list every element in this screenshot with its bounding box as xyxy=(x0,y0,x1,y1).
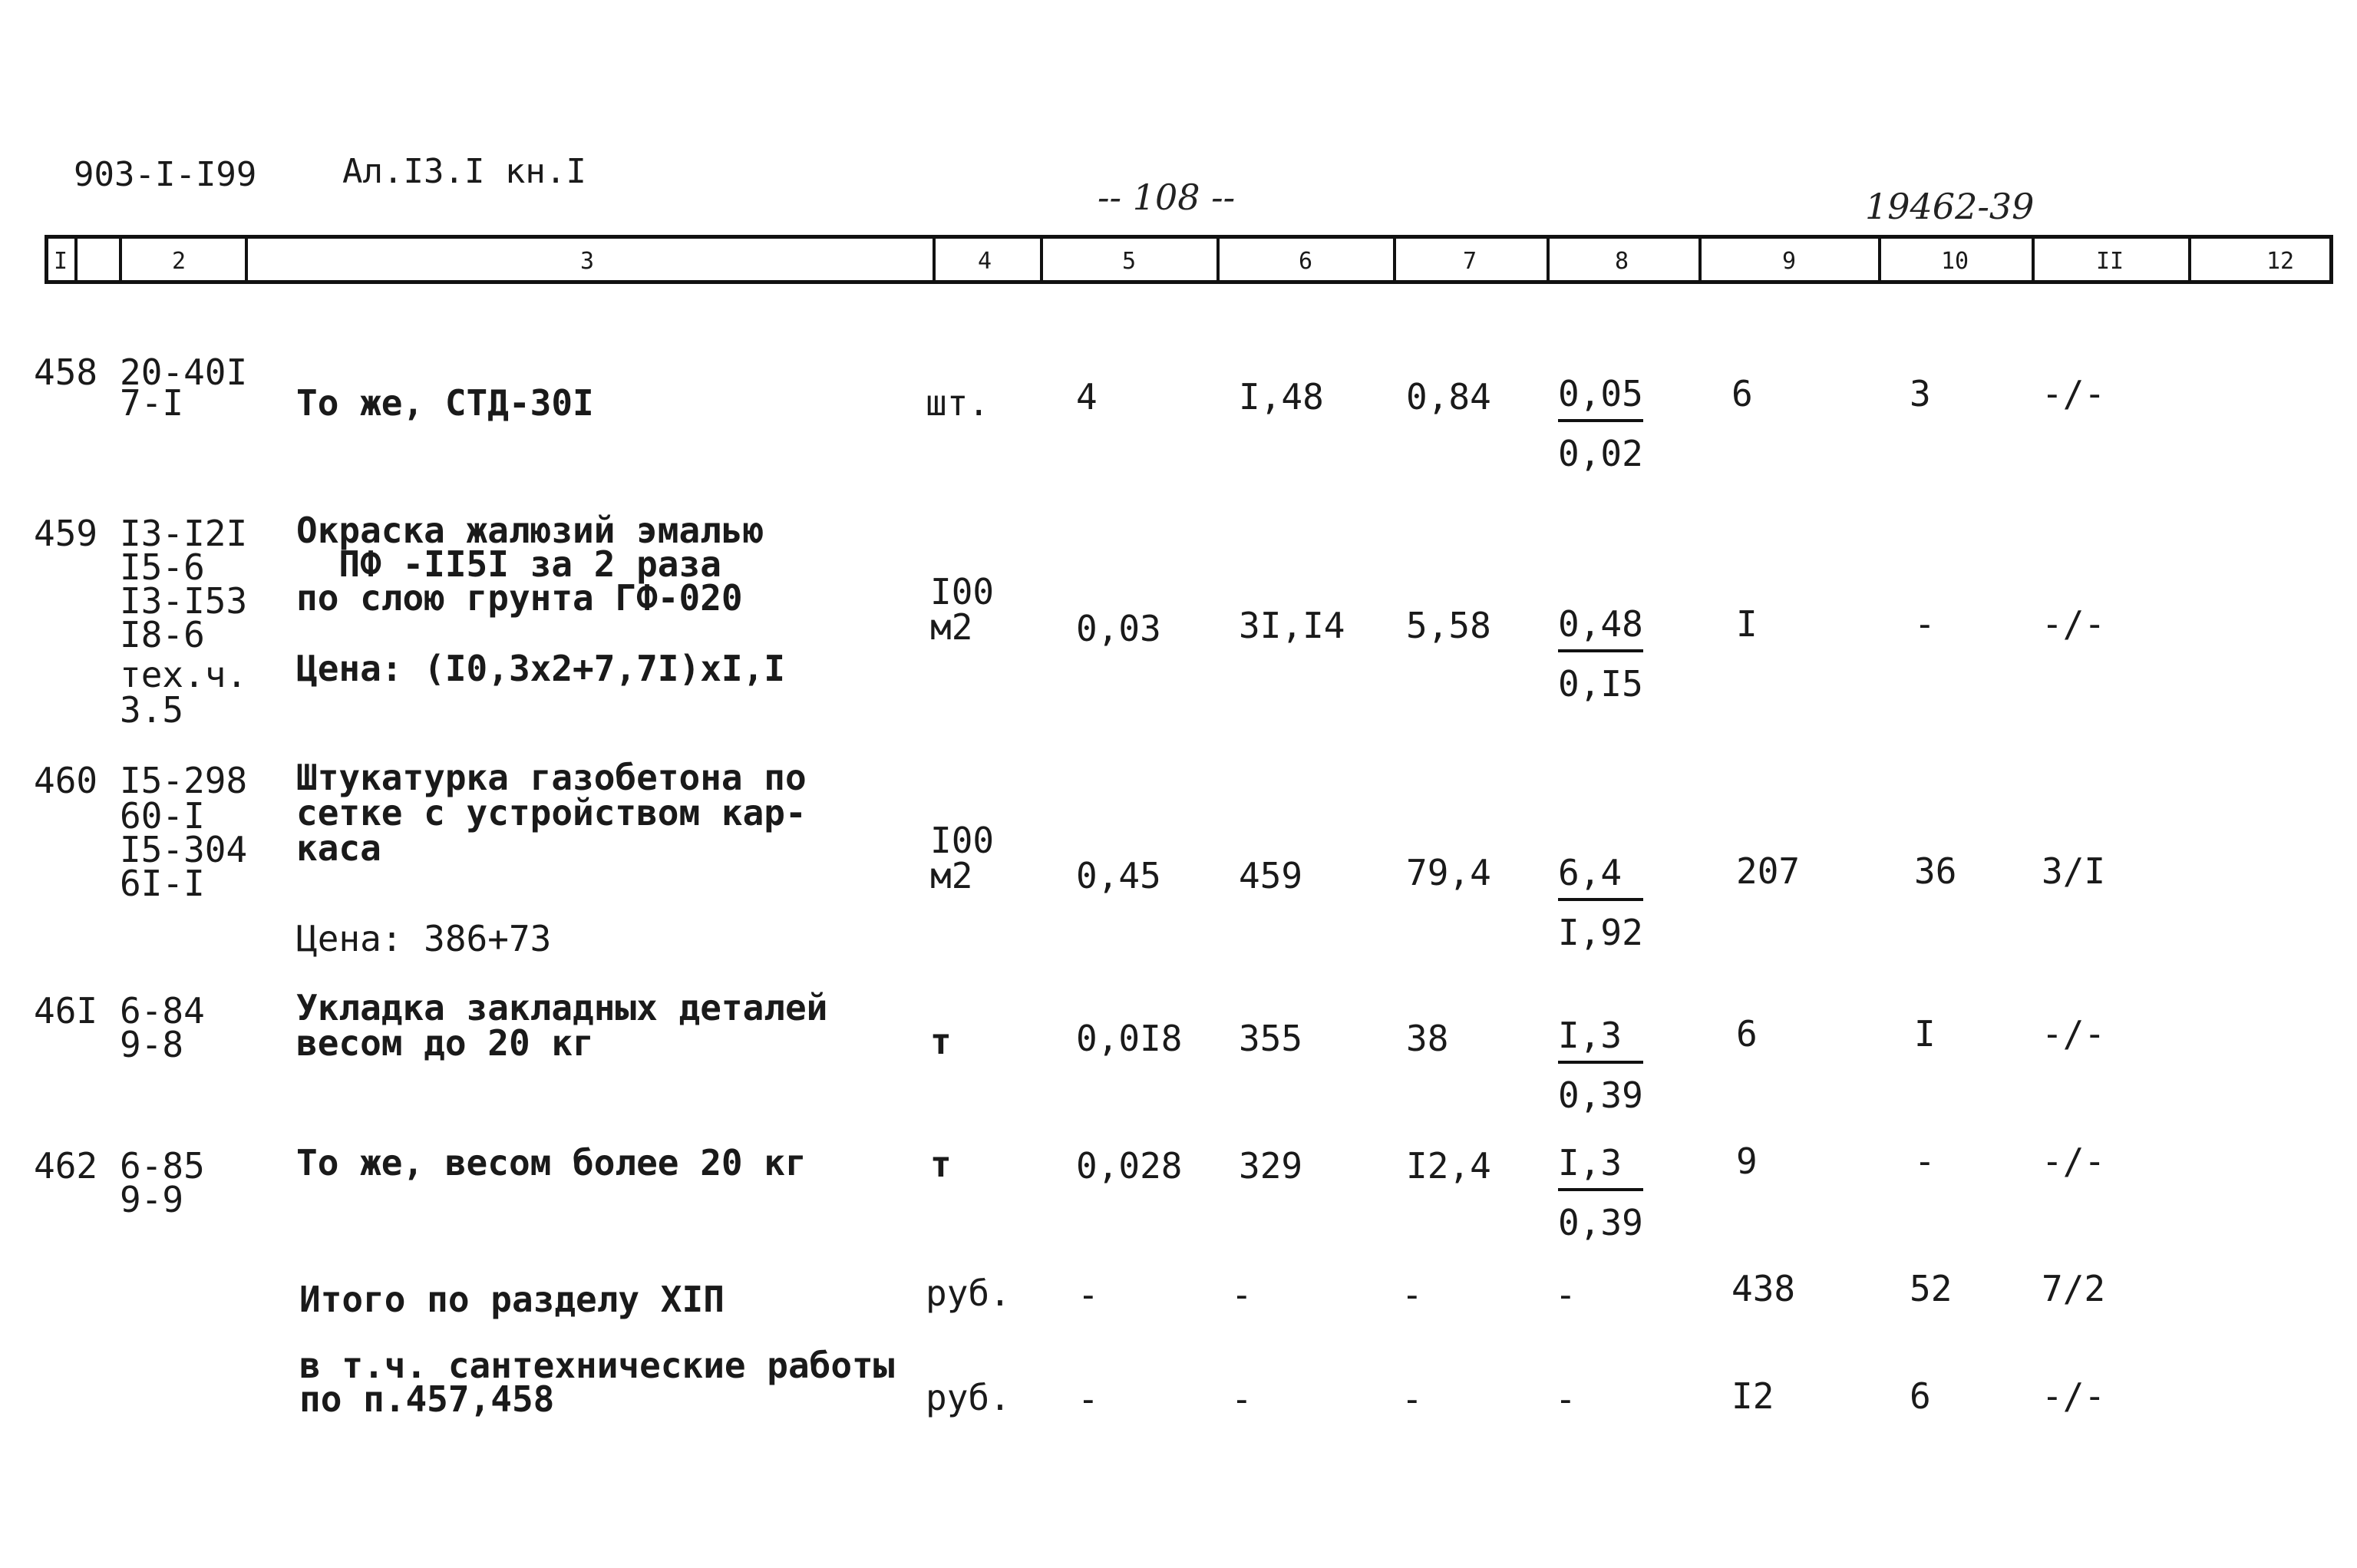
row-number: 458 xyxy=(34,352,98,393)
unit-price: - xyxy=(1231,1274,1253,1315)
norm-code: 20-40I xyxy=(120,352,248,393)
column-number: 10 xyxy=(1940,248,1969,275)
unit-price: 329 xyxy=(1239,1145,1303,1187)
col11-value: -/- xyxy=(2042,1013,2106,1055)
handwritten-code: 19462-39 xyxy=(1865,186,2035,227)
unit-price: I,48 xyxy=(1239,376,1324,418)
col10-value: - xyxy=(1914,1141,1936,1182)
col7-value: 5,58 xyxy=(1406,605,1491,646)
col8-denominator: 0,39 xyxy=(1558,1074,1643,1116)
norm-code: 60-I xyxy=(120,795,205,837)
work-description: по слою грунта ГФ-020 xyxy=(296,577,743,619)
col11-value: 3/I xyxy=(2042,850,2106,892)
norm-code: тех.ч. xyxy=(120,654,248,695)
col8-numerator: I,3 xyxy=(1558,1142,1643,1191)
norm-code: 6I-I xyxy=(120,863,205,904)
price-formula: Цена: 386+73 xyxy=(296,918,552,959)
col9-value: I xyxy=(1736,603,1758,645)
document-code: 903-I-I99 xyxy=(74,155,257,194)
total-label: в т.ч. сантехнические работы xyxy=(299,1345,895,1386)
col11-value: -/- xyxy=(2042,1375,2106,1417)
unit: I00 xyxy=(930,571,995,612)
col10-value: 36 xyxy=(1914,850,1957,892)
unit: I00 xyxy=(930,820,995,861)
col8-fraction xyxy=(1558,603,1643,705)
work-description: То же, весом более 20 кг xyxy=(296,1142,807,1183)
col9-value: 6 xyxy=(1731,373,1753,414)
column-number: 8 xyxy=(1614,248,1629,275)
norm-code: 3.5 xyxy=(120,689,184,731)
col8-value: - xyxy=(1555,1274,1576,1315)
col8-value: - xyxy=(1555,1378,1576,1420)
col10-value: I xyxy=(1914,1013,1936,1055)
work-description: каса xyxy=(296,827,381,869)
col7-value: 79,4 xyxy=(1406,852,1491,893)
col9-value: 438 xyxy=(1731,1268,1796,1309)
col11-value: 7/2 xyxy=(2042,1268,2106,1309)
column-number: 6 xyxy=(1298,248,1313,275)
unit-price: - xyxy=(1231,1378,1253,1420)
col11-value: -/- xyxy=(2042,1141,2106,1182)
norm-code: 9-8 xyxy=(120,1024,184,1065)
column-header-bar xyxy=(45,235,2333,284)
work-description: Штукатурка газобетона по xyxy=(296,757,807,798)
unit-price: 3I,I4 xyxy=(1239,605,1345,646)
work-description: Укладка закладных деталей xyxy=(296,987,828,1028)
work-description: весом до 20 кг xyxy=(296,1022,594,1064)
col8-fraction xyxy=(1558,373,1643,474)
norm-code: 6-84 xyxy=(120,990,205,1032)
price-formula: Цена: (I0,3x2+7,7I)xI,I xyxy=(296,648,785,689)
unit: м2 xyxy=(930,855,973,896)
total-label: по п.457,458 xyxy=(299,1378,555,1420)
norm-code: 7-I xyxy=(120,382,184,424)
row-number: 46I xyxy=(34,990,98,1032)
unit-price: 459 xyxy=(1239,855,1303,896)
unit: руб. xyxy=(926,1273,1011,1314)
col11-value: -/- xyxy=(2042,373,2106,414)
col7-value: - xyxy=(1401,1378,1423,1420)
column-number: I xyxy=(53,248,68,275)
quantity: 0,45 xyxy=(1076,855,1161,896)
norm-code: 6-85 xyxy=(120,1145,205,1187)
col8-fraction xyxy=(1558,1142,1643,1243)
norm-code: I5-298 xyxy=(120,760,248,801)
col10-value: 52 xyxy=(1910,1268,1953,1309)
col11-value: -/- xyxy=(2042,603,2106,645)
row-number: 460 xyxy=(34,760,98,801)
quantity: - xyxy=(1078,1274,1099,1315)
col7-value: I2,4 xyxy=(1406,1145,1491,1187)
work-description: ПФ -II5I за 2 раза xyxy=(296,543,721,585)
col8-denominator: 0,39 xyxy=(1558,1202,1643,1243)
work-description: То же, СТД-30I xyxy=(296,382,594,424)
work-description: Окраска жалюзий эмалью xyxy=(296,510,764,551)
quantity: 0,03 xyxy=(1076,608,1161,649)
col8-denominator: 0,02 xyxy=(1558,433,1643,474)
column-number: 4 xyxy=(977,248,992,275)
album-reference: Ал.I3.I кн.I xyxy=(342,152,586,191)
col9-value: 207 xyxy=(1736,850,1801,892)
row-number: 459 xyxy=(34,513,98,554)
column-number: II xyxy=(2095,248,2124,275)
row-number: 462 xyxy=(34,1145,98,1187)
col7-value: - xyxy=(1401,1274,1423,1315)
col10-value: - xyxy=(1914,603,1936,645)
col9-value: I2 xyxy=(1731,1375,1774,1417)
col8-numerator: 0,48 xyxy=(1558,603,1643,652)
col8-fraction xyxy=(1558,852,1643,953)
col8-fraction xyxy=(1558,1015,1643,1116)
unit-price: 355 xyxy=(1239,1018,1303,1059)
norm-code: I5-6 xyxy=(120,546,205,588)
col9-value: 6 xyxy=(1736,1013,1758,1055)
col10-value: 3 xyxy=(1910,373,1931,414)
column-number: 12 xyxy=(2266,248,2295,275)
norm-code: I8-6 xyxy=(120,614,205,655)
unit: т xyxy=(930,1021,952,1062)
col8-numerator: 6,4 xyxy=(1558,852,1643,901)
norm-code: 9-9 xyxy=(120,1179,184,1220)
col7-value: 38 xyxy=(1406,1018,1449,1059)
col7-value: 0,84 xyxy=(1406,376,1491,418)
norm-code: I3-I2I xyxy=(120,513,248,554)
total-label: Итого по разделу XIП xyxy=(299,1279,725,1320)
unit: т xyxy=(930,1144,952,1185)
unit: м2 xyxy=(930,606,973,648)
column-number: 9 xyxy=(1781,248,1797,275)
column-number: 5 xyxy=(1121,248,1137,275)
col8-numerator: I,3 xyxy=(1558,1015,1643,1064)
norm-code: I5-304 xyxy=(120,829,248,870)
unit: шт. xyxy=(926,382,990,424)
unit: руб. xyxy=(926,1377,1011,1418)
quantity: 0,028 xyxy=(1076,1145,1183,1187)
col8-numerator: 0,05 xyxy=(1558,373,1643,422)
quantity: 4 xyxy=(1076,376,1098,418)
col8-denominator: I,92 xyxy=(1558,912,1643,953)
col8-denominator: 0,I5 xyxy=(1558,663,1643,705)
column-number: 3 xyxy=(579,248,595,275)
page-number: -- 108 -- xyxy=(1098,177,1236,218)
column-number: 2 xyxy=(171,248,187,275)
quantity: - xyxy=(1078,1378,1099,1420)
col9-value: 9 xyxy=(1736,1141,1758,1182)
column-number: 7 xyxy=(1462,248,1477,275)
norm-code: I3-I53 xyxy=(120,580,248,622)
work-description: сетке с устройством кар- xyxy=(296,792,807,834)
quantity: 0,0I8 xyxy=(1076,1018,1183,1059)
col10-value: 6 xyxy=(1910,1375,1931,1417)
